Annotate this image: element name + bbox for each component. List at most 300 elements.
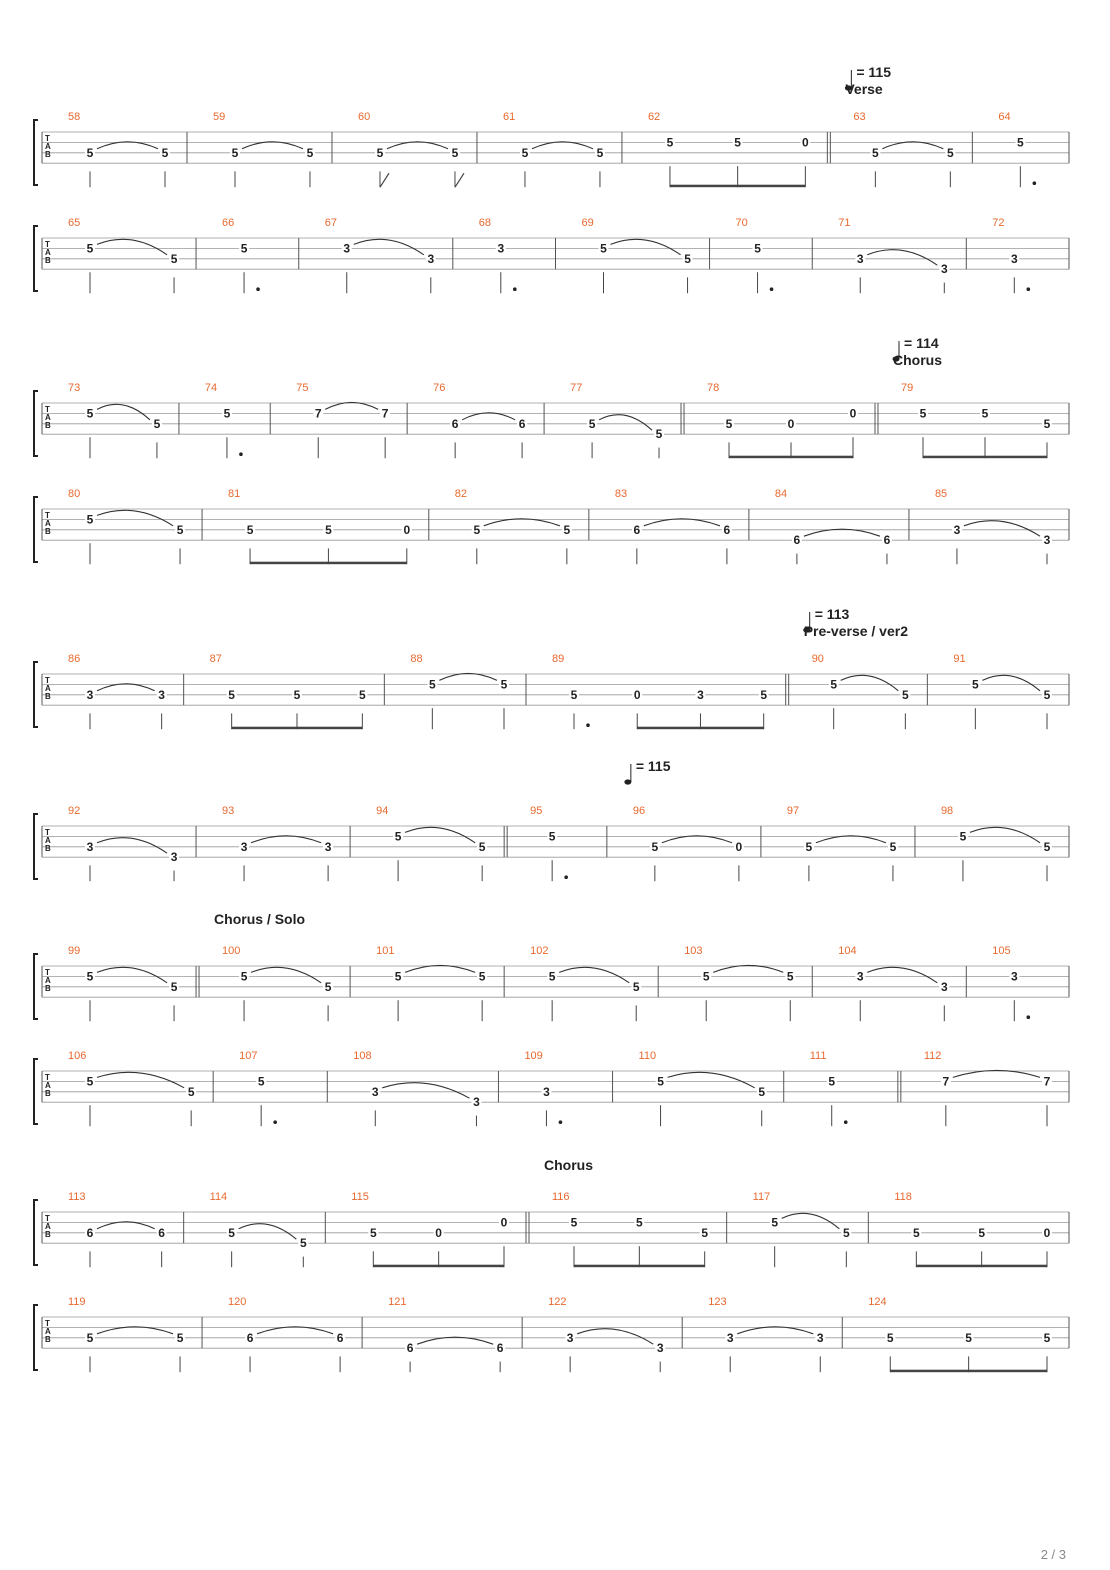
tie-arc — [325, 402, 378, 409]
fret-number: 3 — [940, 262, 948, 277]
fret-number: 5 — [600, 241, 607, 256]
tab-clef-letter: B — [45, 984, 51, 993]
system-bracket — [34, 814, 38, 879]
note-beam — [923, 456, 1047, 459]
tie-arc — [97, 1072, 184, 1088]
fret-number: 3 — [697, 687, 704, 702]
fret-number: 5 — [635, 1215, 643, 1230]
measure-number: 113 — [68, 1191, 86, 1203]
fret-number: 3 — [497, 241, 505, 256]
tab-clef-letter: B — [45, 1089, 51, 1098]
fret-number: 6 — [496, 1341, 504, 1356]
fret-number: 5 — [563, 522, 571, 537]
tab-clef-letter: A — [45, 413, 51, 422]
measure-number: 100 — [222, 945, 241, 957]
fret-number: 3 — [1010, 969, 1018, 984]
measure-number: 123 — [708, 1296, 727, 1308]
tempo-marking: = 115 — [635, 758, 671, 774]
tab-system — [34, 805, 1069, 881]
measure-number: 62 — [647, 111, 661, 123]
tab-clef-letter: B — [45, 527, 51, 536]
measure-number: 82 — [454, 488, 468, 500]
fret-number: 5 — [972, 677, 979, 692]
note-flag — [380, 173, 389, 187]
note-beam — [637, 727, 763, 730]
note-beam — [729, 456, 853, 459]
fret-number: 5 — [570, 1215, 578, 1230]
tab-clef-letter: B — [45, 421, 51, 430]
note-beam — [916, 1265, 1047, 1268]
fret-number: 3 — [940, 979, 948, 994]
fret-number: 7 — [381, 406, 389, 421]
fret-number: 5 — [257, 1074, 265, 1089]
tab-system — [34, 1296, 1069, 1372]
tab-clef-letter: T — [45, 405, 50, 414]
fret-number: 0 — [802, 135, 809, 150]
fret-number: 5 — [153, 416, 161, 431]
fret-number: 5 — [912, 1225, 920, 1240]
fret-number: 3 — [86, 839, 94, 854]
tempo-marking: = 114 — [904, 335, 939, 351]
fret-number: 5 — [176, 1330, 184, 1345]
system-bracket — [34, 391, 38, 456]
fret-number: 5 — [1043, 687, 1051, 702]
duration-dot — [239, 452, 243, 456]
tie-arc — [611, 239, 681, 255]
duration-dot — [1027, 287, 1031, 291]
tie-arc — [577, 1329, 653, 1345]
measure-number: 98 — [940, 805, 954, 817]
fret-number: 3 — [240, 839, 248, 854]
fret-number: 5 — [830, 677, 838, 692]
tie-arc — [417, 1337, 493, 1344]
tab-clef-letter: T — [45, 828, 50, 837]
measure-number: 86 — [68, 653, 81, 665]
tab-system — [34, 1191, 1069, 1267]
system-bracket — [34, 954, 38, 1019]
measure-number: 110 — [638, 1050, 657, 1062]
duration-dot — [1027, 1015, 1031, 1019]
fret-number: 0 — [787, 416, 795, 431]
tab-clef-letter: T — [45, 240, 50, 249]
fret-number: 5 — [902, 687, 909, 702]
duration-dot — [513, 287, 517, 291]
measure-number: 83 — [614, 488, 628, 500]
fret-number: 5 — [666, 135, 674, 150]
fret-number: 5 — [702, 969, 710, 984]
measure-number: 108 — [353, 1050, 372, 1062]
fret-number: 0 — [735, 839, 743, 854]
measure-number: 84 — [774, 488, 788, 500]
section-label: Chorus — [893, 352, 943, 368]
fret-number: 5 — [299, 1236, 307, 1251]
fret-number: 5 — [946, 145, 954, 160]
tie-arc — [737, 1327, 813, 1334]
fret-number: 0 — [633, 687, 641, 702]
fret-number: 5 — [760, 687, 768, 702]
fret-number: 6 — [723, 522, 731, 537]
note-beam — [890, 1370, 1047, 1373]
tie-arc — [251, 967, 321, 983]
measure-number: 102 — [530, 945, 549, 957]
fret-number: 6 — [793, 533, 801, 548]
measure-number: 61 — [502, 111, 516, 123]
measure-number: 89 — [551, 653, 565, 665]
fret-number: 5 — [701, 1225, 709, 1240]
measure-number: 60 — [357, 111, 371, 123]
fret-number: 5 — [376, 145, 384, 160]
fret-number: 5 — [86, 145, 94, 160]
system-bracket — [34, 1305, 38, 1370]
measure-number: 124 — [868, 1296, 887, 1308]
tie-arc — [382, 1083, 469, 1099]
fret-number: 5 — [86, 241, 94, 256]
measure-number: 104 — [838, 945, 857, 957]
measure-number: 76 — [433, 382, 446, 394]
fret-number: 5 — [394, 969, 402, 984]
duration-dot — [844, 1120, 848, 1124]
measure-number: 75 — [296, 382, 309, 394]
fret-number: 6 — [883, 533, 891, 548]
system-bracket — [34, 120, 38, 185]
tie-arc — [964, 521, 1040, 537]
tie-arc — [405, 965, 475, 972]
tie-arc — [257, 1327, 333, 1334]
fret-number: 5 — [451, 145, 459, 160]
measure-number: 95 — [530, 805, 543, 817]
tab-clef-letter: T — [45, 1319, 50, 1328]
measure-number: 78 — [707, 382, 720, 394]
fret-number: 5 — [428, 677, 436, 692]
tab-clef-letter: T — [45, 134, 50, 143]
fret-number: 0 — [435, 1225, 442, 1240]
fret-number: 5 — [725, 416, 733, 431]
measure-number: 90 — [811, 653, 824, 665]
fret-number: 7 — [314, 406, 322, 421]
fret-number: 0 — [403, 522, 411, 537]
fret-number: 3 — [473, 1095, 480, 1110]
tie-arc — [644, 519, 720, 526]
note-beam — [373, 1265, 504, 1268]
note-beam — [232, 727, 363, 730]
tie-arc — [387, 142, 448, 149]
tie-arc — [97, 1222, 155, 1229]
tie-arc — [662, 836, 732, 843]
tab-clef-letter: A — [45, 1327, 51, 1336]
measure-number: 72 — [992, 217, 1005, 229]
measure-number: 80 — [68, 488, 81, 500]
fret-number: 5 — [684, 251, 691, 266]
fret-number: 5 — [170, 251, 178, 266]
fret-number: 5 — [978, 1225, 986, 1240]
fret-number: 3 — [86, 687, 94, 702]
tie-arc — [97, 239, 167, 255]
duration-dot — [256, 287, 260, 291]
fret-number: 5 — [651, 839, 659, 854]
measure-number: 116 — [551, 1191, 570, 1203]
measure-number: 63 — [853, 111, 866, 123]
measure-number: 74 — [204, 382, 218, 394]
measure-number: 71 — [838, 217, 851, 229]
measure-number: 68 — [478, 217, 492, 229]
fret-number: 5 — [981, 406, 989, 421]
tie-arc — [251, 836, 321, 843]
fret-number: 6 — [336, 1330, 344, 1345]
fret-number: 5 — [500, 677, 508, 692]
fret-number: 3 — [656, 1341, 664, 1356]
fret-number: 5 — [1016, 135, 1024, 150]
fret-number: 5 — [86, 406, 94, 421]
fret-number: 7 — [1043, 1074, 1051, 1089]
measure-number: 107 — [239, 1050, 258, 1062]
tab-clef-letter: A — [45, 519, 51, 528]
tie-arc — [953, 1070, 1040, 1077]
fret-number: 5 — [1043, 416, 1051, 431]
fret-number: 5 — [886, 1330, 894, 1345]
measure-number: 87 — [209, 653, 222, 665]
tie-arc — [97, 967, 167, 983]
tie-arc — [532, 142, 593, 149]
tie-arc — [841, 675, 899, 691]
fret-number: 5 — [548, 969, 556, 984]
tie-arc — [559, 967, 629, 983]
tie-arc — [97, 404, 150, 420]
tie-arc — [439, 673, 497, 680]
tab-clef-letter: A — [45, 836, 51, 845]
fret-number: 5 — [228, 1225, 235, 1240]
measure-number: 120 — [228, 1296, 247, 1308]
measure-number: 103 — [684, 945, 703, 957]
measure-number: 59 — [212, 111, 226, 123]
fret-number: 3 — [543, 1084, 550, 1099]
tie-arc — [484, 519, 560, 526]
fret-number: 3 — [856, 969, 864, 984]
tie-arc — [782, 1213, 840, 1229]
tie-arc — [867, 967, 937, 983]
measure-number: 109 — [524, 1050, 543, 1062]
tie-arc — [668, 1072, 755, 1088]
fret-number: 5 — [786, 969, 794, 984]
measure-number: 122 — [548, 1296, 567, 1308]
fret-number: 3 — [1010, 251, 1018, 266]
fret-number: 6 — [158, 1225, 165, 1240]
measure-number: 73 — [68, 382, 81, 394]
note-beam — [574, 1265, 705, 1268]
tie-arc — [804, 529, 880, 536]
fret-number: 5 — [306, 145, 314, 160]
measure-number: 101 — [376, 945, 395, 957]
measure-number: 117 — [752, 1191, 771, 1203]
fret-number: 5 — [965, 1330, 972, 1345]
fret-number: 5 — [657, 1074, 664, 1089]
tab-clef-letter: T — [45, 1214, 50, 1223]
tie-arc — [97, 1327, 173, 1334]
section-label: Pre-verse / ver2 — [803, 623, 909, 639]
tab-clef-letter: A — [45, 1081, 51, 1090]
tab-clef-letter: B — [45, 844, 51, 853]
tab-clef-letter: A — [45, 248, 51, 257]
fret-number: 5 — [734, 135, 741, 150]
fret-number: 5 — [632, 979, 640, 994]
tab-clef-letter: A — [45, 1222, 51, 1231]
fret-number: 5 — [754, 241, 761, 256]
measure-number: 119 — [68, 1296, 86, 1308]
measure-number: 64 — [998, 111, 1011, 123]
measure-number: 66 — [222, 217, 235, 229]
fret-number: 5 — [521, 145, 529, 160]
measure-number: 97 — [786, 805, 800, 817]
measure-number: 79 — [901, 382, 914, 394]
section-label: Chorus — [543, 1157, 593, 1173]
section-label: Verse — [845, 81, 883, 97]
tie-arc — [970, 827, 1040, 843]
measure-number: 92 — [68, 805, 81, 817]
fret-number: 3 — [856, 251, 864, 266]
fret-number: 6 — [518, 416, 526, 431]
measure-number: 65 — [68, 217, 81, 229]
fret-number: 7 — [942, 1074, 950, 1089]
fret-number: 5 — [240, 241, 248, 256]
measure-number: 106 — [68, 1050, 87, 1062]
fret-number: 5 — [394, 829, 402, 844]
fret-number: 5 — [240, 969, 248, 984]
fret-number: 5 — [325, 522, 332, 537]
fret-number: 5 — [570, 687, 578, 702]
measure-number: 81 — [228, 488, 241, 500]
tab-clef-letter: B — [45, 1335, 51, 1344]
duration-dot — [586, 723, 590, 727]
tie-arc — [354, 239, 424, 255]
tab-clef-letter: T — [45, 676, 50, 685]
duration-dot — [1033, 181, 1037, 185]
fret-number: 0 — [1043, 1225, 1051, 1240]
measure-number: 121 — [388, 1296, 407, 1308]
measure-number: 94 — [376, 805, 389, 817]
tie-arc — [462, 413, 515, 420]
fret-number: 3 — [1043, 533, 1051, 548]
fret-number: 0 — [500, 1215, 508, 1230]
measure-number: 85 — [934, 488, 948, 500]
tie-arc — [405, 827, 475, 843]
system-bracket — [34, 226, 38, 291]
system-bracket — [34, 1059, 38, 1124]
measure-number: 91 — [953, 653, 966, 665]
fret-number: 5 — [919, 406, 927, 421]
page-number: 2 / 3 — [1040, 1547, 1066, 1562]
measure-number: 114 — [209, 1191, 228, 1203]
fret-number: 5 — [293, 687, 301, 702]
fret-number: 5 — [86, 1330, 94, 1345]
fret-number: 3 — [816, 1330, 824, 1345]
fret-number: 5 — [872, 145, 879, 160]
fret-number: 5 — [588, 416, 596, 431]
tie-arc — [239, 1224, 297, 1240]
tab-system — [34, 382, 1069, 458]
fret-number: 5 — [358, 687, 366, 702]
tab-system — [34, 488, 1069, 564]
fret-number: 6 — [633, 522, 641, 537]
tie-arc — [882, 142, 943, 149]
duration-dot — [273, 1120, 277, 1124]
fret-number: 6 — [86, 1225, 94, 1240]
fret-number: 5 — [231, 145, 239, 160]
fret-number: 3 — [726, 1330, 734, 1345]
tie-arc — [816, 836, 886, 843]
fret-number: 6 — [406, 1341, 414, 1356]
tie-arc — [982, 675, 1040, 691]
tab-clef-letter: B — [45, 1230, 51, 1239]
tie-arc — [97, 510, 173, 526]
tab-clef-letter: A — [45, 684, 51, 693]
duration-dot — [559, 1120, 563, 1124]
measure-number: 69 — [581, 217, 594, 229]
fret-number: 5 — [596, 145, 604, 160]
fret-number: 5 — [228, 687, 235, 702]
tie-arc — [599, 415, 652, 431]
measure-number: 67 — [324, 217, 337, 229]
fret-number: 5 — [246, 522, 254, 537]
fret-number: 5 — [1043, 1330, 1051, 1345]
fret-number: 3 — [343, 241, 351, 256]
tab-system — [34, 1050, 1069, 1126]
fret-number: 5 — [805, 839, 813, 854]
fret-number: 5 — [369, 1225, 377, 1240]
fret-number: 5 — [187, 1084, 195, 1099]
fret-number: 0 — [849, 406, 857, 421]
tab-clef-letter: B — [45, 692, 51, 701]
note-flag — [455, 173, 464, 187]
fret-number: 6 — [246, 1330, 254, 1345]
tie-arc — [867, 250, 937, 266]
measure-number: 96 — [632, 805, 646, 817]
note-beam — [250, 562, 407, 565]
tab-system — [34, 217, 1069, 293]
fret-number: 5 — [86, 969, 94, 984]
note-beam — [670, 185, 805, 188]
tab-clef-letter: T — [45, 511, 50, 520]
fret-number: 5 — [473, 522, 481, 537]
fret-number: 3 — [953, 522, 961, 537]
quarter-note-icon — [624, 779, 631, 784]
tab-clef-letter: B — [45, 256, 51, 265]
fret-number: 3 — [158, 687, 165, 702]
measure-number: 112 — [923, 1050, 942, 1062]
system-bracket — [34, 662, 38, 727]
system-bracket — [34, 497, 38, 562]
tab-system — [34, 653, 1069, 729]
tab-clef-letter: T — [45, 1073, 50, 1082]
measure-number: 88 — [410, 653, 423, 665]
fret-number: 5 — [842, 1225, 850, 1240]
fret-number: 5 — [176, 522, 184, 537]
tab-clef-letter: B — [45, 150, 51, 159]
fret-number: 5 — [86, 512, 94, 527]
fret-number: 5 — [771, 1215, 779, 1230]
tie-arc — [242, 142, 303, 149]
tempo-marking: = 113 — [814, 606, 850, 622]
tab-clef-letter: A — [45, 142, 51, 151]
fret-number: 5 — [478, 969, 486, 984]
measure-number: 118 — [894, 1191, 912, 1203]
measure-number: 105 — [992, 945, 1011, 957]
measure-number: 93 — [222, 805, 235, 817]
fret-number: 5 — [889, 839, 897, 854]
fret-number: 3 — [371, 1084, 379, 1099]
tie-arc — [97, 838, 167, 854]
fret-number: 5 — [161, 145, 169, 160]
measure-number: 115 — [351, 1191, 369, 1203]
fret-number: 5 — [828, 1074, 836, 1089]
